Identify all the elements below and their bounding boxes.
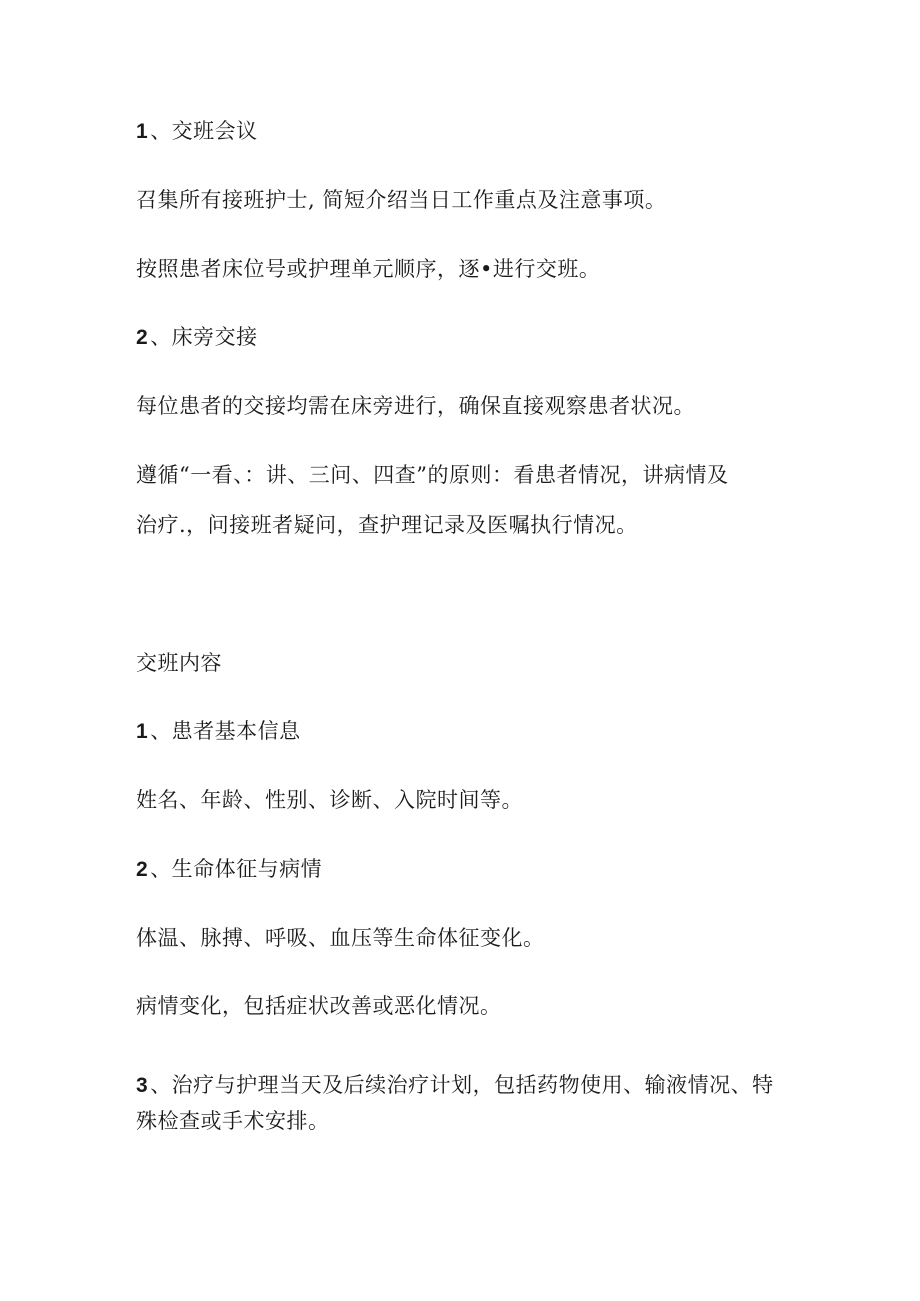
item-heading-continuation: 殊检查或手术安排。 [136, 1109, 330, 1133]
paragraph: 每位患者的交接均需在床旁进行，确保直接观察患者状况。 [136, 394, 695, 418]
paragraph: 按照患者床位号或护理单元顺序，逐•进行交班。 [136, 257, 601, 281]
paragraph: 召集所有接班护士, 简短介绍当日工作重点及注意事项。 [136, 188, 667, 212]
item-title: 、床旁交接 [150, 325, 258, 349]
item-title: 、交班会议 [150, 119, 258, 143]
item-heading-vitals [136, 854, 322, 885]
paragraph: 体温、脉搏、呼吸、血压等生命体征变化。 [136, 926, 545, 950]
paragraph-continuation: 治疗.，问接班者疑问，查护理记录及医嘱执行情况。 [136, 513, 638, 537]
item-title: 、生命体征与病情 [150, 857, 323, 881]
item-heading-bedside [136, 322, 258, 353]
item-number: 1 [136, 720, 149, 743]
item-heading-basic-info [136, 716, 301, 747]
item-heading-meeting [136, 116, 258, 147]
item-number: 3 [136, 1074, 149, 1097]
item-number: 2 [136, 858, 149, 881]
item-number: 1 [136, 120, 149, 143]
item-number: 2 [136, 326, 149, 349]
item-title: 、治疗与护理当天及后续治疗计划，包括药物使用、输液情况、特 [150, 1073, 774, 1097]
paragraph: 遵循“一看、：讲、三问、四查”的原则：看患者情况，讲病情及 [136, 463, 729, 487]
item-title: 、患者基本信息 [150, 719, 301, 743]
item-heading-treatment [136, 1070, 774, 1101]
paragraph: 姓名、年龄、性别、诊断、入院时间等。 [136, 788, 523, 812]
paragraph: 病情变化，包括症状改善或恶化情况。 [136, 994, 502, 1018]
section-heading: 交班内容 [136, 651, 222, 675]
